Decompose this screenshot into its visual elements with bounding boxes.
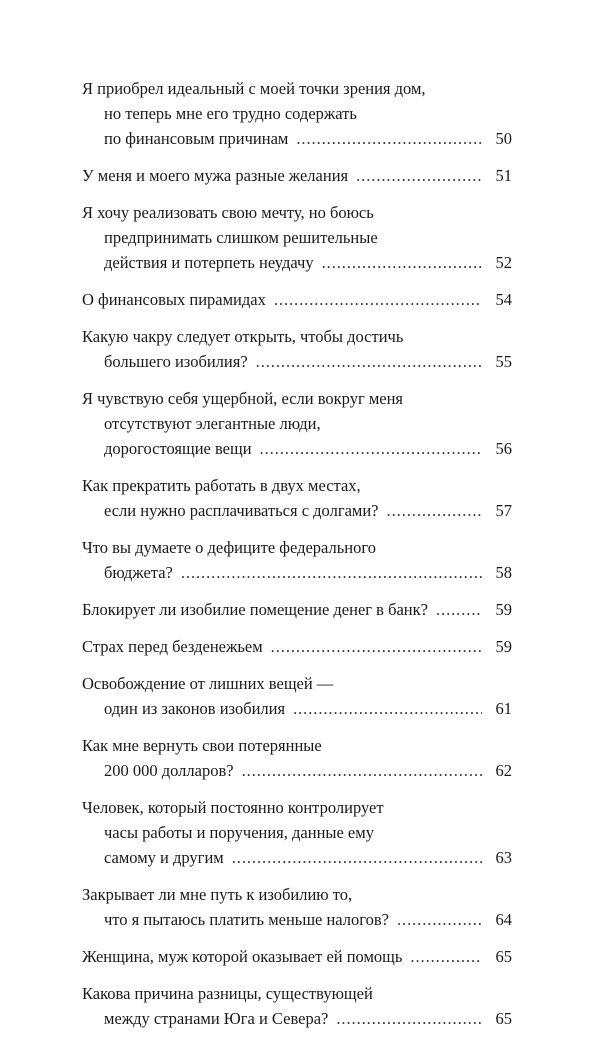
page-number: 58 — [495, 563, 512, 582]
toc-entry-title-text: большего изобилия? — [104, 352, 248, 371]
dot-leader — [271, 634, 482, 659]
page-number: 50 — [495, 129, 512, 148]
toc-entry-line: отсутствуют элегантные люди, — [104, 414, 321, 433]
toc-entry-line: Я хочу реализовать свою мечту, но боюсь — [82, 203, 374, 222]
toc-entry-line — [82, 597, 512, 622]
toc-entry-line: Я приобрел идеальный с моей точки зрения дом, — [82, 79, 426, 98]
dot-leader — [260, 436, 482, 461]
dot-leader — [293, 696, 482, 721]
dot-leader — [356, 163, 482, 188]
toc-entry-line — [82, 163, 512, 188]
dot-leader — [181, 560, 482, 585]
page-number: 64 — [495, 910, 512, 929]
dot-leader — [387, 498, 482, 523]
toc-entry-line: предпринимать слишком решительные — [104, 228, 378, 247]
toc-entry-title-text: Женщина, муж которой оказывает ей помощь — [82, 947, 403, 966]
table-of-contents — [82, 76, 512, 1043]
toc-entry — [82, 733, 512, 783]
toc-entry-title-text: действия и потерпеть неудачу — [104, 253, 314, 272]
toc-entry-line: Освобождение от лишних вещей — — [82, 674, 334, 693]
toc-entry-title-text: самому и другим — [104, 848, 224, 867]
toc-entry-line — [82, 845, 512, 870]
toc-entry — [82, 76, 512, 151]
page-number: 54 — [495, 290, 512, 309]
toc-entry-line — [82, 944, 512, 969]
page-number: 55 — [495, 352, 512, 371]
page-number: 57 — [495, 501, 512, 520]
toc-entry-line: Что вы думаете о дефиците федерального — [82, 538, 376, 557]
toc-entry — [82, 882, 512, 932]
dot-leader — [296, 126, 482, 151]
toc-entry-title-text: между странами Юга и Севера? — [104, 1009, 329, 1028]
toc-entry-line — [82, 696, 512, 721]
toc-entry-line: Как прекратить работать в двух местах, — [82, 476, 361, 495]
page-number: 61 — [495, 699, 512, 718]
toc-entry-line — [82, 349, 512, 374]
toc-entry — [82, 163, 512, 188]
toc-entry-line: но теперь мне его трудно содержать — [104, 104, 357, 123]
toc-entry — [82, 597, 512, 622]
toc-entry-line: Как мне вернуть свои потерянные — [82, 736, 322, 755]
toc-entry-title-text: по финансовым причинам — [104, 129, 289, 148]
toc-entry — [82, 200, 512, 275]
page-number: 59 — [495, 600, 512, 619]
toc-entry-title-text: дорогостоящие вещи — [104, 439, 252, 458]
toc-entry-title-text: если нужно расплачиваться с долгами? — [104, 501, 379, 520]
toc-entry-title-text: У меня и моего мужа разные желания — [82, 166, 349, 185]
page-number: 51 — [495, 166, 512, 185]
toc-entry-line — [82, 287, 512, 312]
dot-leader — [242, 758, 482, 783]
toc-entry-line — [82, 758, 512, 783]
toc-entry-line — [82, 250, 512, 275]
toc-entry-line: Я чувствую себя ущербной, если вокруг меня — [82, 389, 404, 408]
dot-leader — [274, 287, 482, 312]
toc-entry — [82, 287, 512, 312]
dot-leader — [336, 1006, 482, 1031]
toc-entry — [82, 944, 512, 969]
toc-entry-line — [82, 1006, 512, 1031]
dot-leader — [232, 845, 482, 870]
toc-entry-title-text: один из законов изобилия — [104, 699, 286, 718]
toc-entry-line: Закрывает ли мне путь к изобилию то, — [82, 885, 353, 904]
page-number: 59 — [495, 637, 512, 656]
toc-entry-title-text: что я пытаюсь платить меньше налогов? — [104, 910, 389, 929]
toc-entry — [82, 324, 512, 374]
toc-entry-line — [82, 436, 512, 461]
toc-entry-line — [82, 907, 512, 932]
page-number: 62 — [495, 761, 512, 780]
toc-entry-line: Какова причина разницы, существующей — [82, 984, 373, 1003]
dot-leader — [256, 349, 482, 374]
page-number: 52 — [495, 253, 512, 272]
dot-leader — [322, 250, 482, 275]
toc-entry-line: часы работы и поручения, данные ему — [104, 823, 374, 842]
dot-leader — [397, 907, 482, 932]
toc-entry — [82, 473, 512, 523]
page-number: 56 — [495, 439, 512, 458]
toc-entry-line — [82, 634, 512, 659]
toc-entry-line: Какую чакру следует открыть, чтобы достичь — [82, 327, 404, 346]
toc-entry-line: Человек, который постоянно контролирует — [82, 798, 384, 817]
toc-entry-title-text: бюджета? — [104, 563, 173, 582]
toc-entry-line — [82, 560, 512, 585]
toc-entry-line — [82, 126, 512, 151]
toc-entry — [82, 671, 512, 721]
toc-entry-title-text: О финансовых пирамидах — [82, 290, 266, 309]
toc-entry-title-text: Страх перед безденежьем — [82, 637, 263, 656]
page-number: 65 — [495, 1009, 512, 1028]
toc-entry — [82, 535, 512, 585]
toc-entry — [82, 386, 512, 461]
page-number: 63 — [495, 848, 512, 867]
toc-entry-line — [82, 498, 512, 523]
dot-leader — [410, 944, 482, 969]
toc-entry — [82, 634, 512, 659]
page-number: 65 — [495, 947, 512, 966]
toc-entry — [82, 795, 512, 870]
toc-entry-title-text: Блокирует ли изобилие помещение денег в банк? — [82, 600, 428, 619]
toc-entry-title-text: 200 000 долларов? — [104, 761, 234, 780]
dot-leader — [436, 597, 482, 622]
toc-entry — [82, 981, 512, 1031]
